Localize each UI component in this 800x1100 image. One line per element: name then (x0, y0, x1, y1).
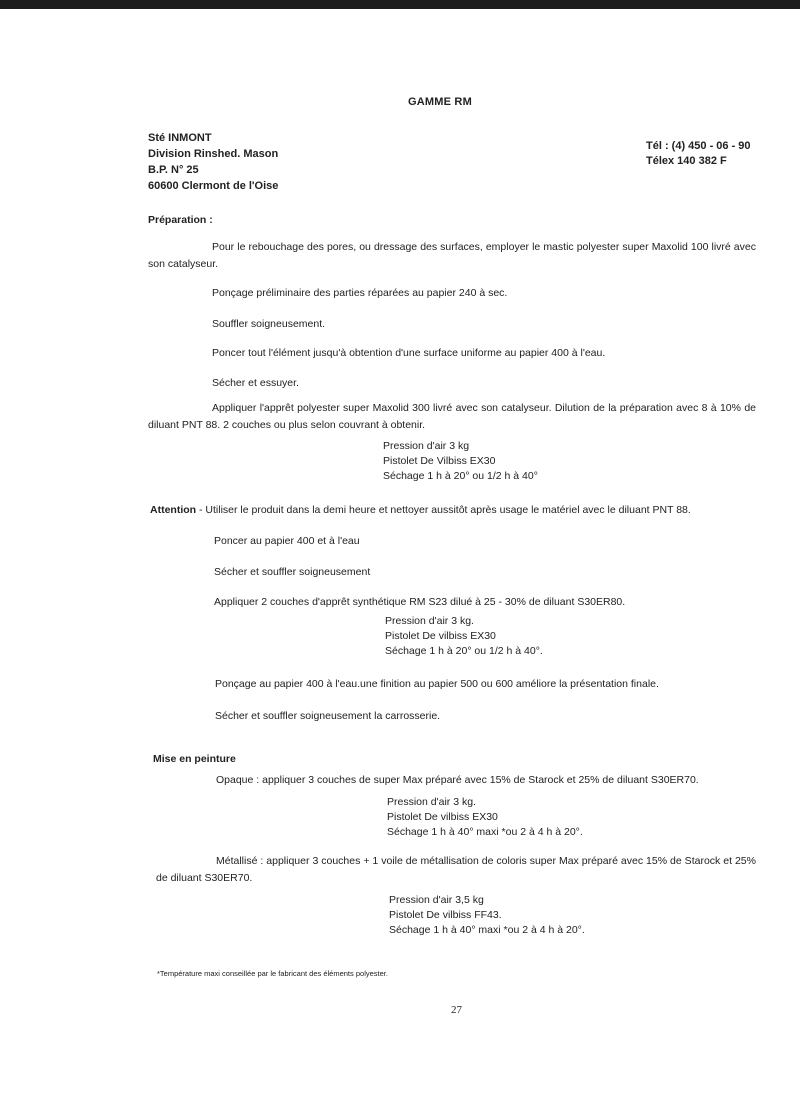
attention-text: - Utiliser le produit dans la demi heure et nettoyer aussitôt après usage le matériel avec le diluant PNT 88. (199, 504, 691, 516)
paragraph-secher-essuyer: Sécher et essuyer. (212, 377, 299, 389)
paragraph-poncage-finition: Ponçage au papier 400 à l'eau.une finition au papier 500 ou 600 améliore la présentation finale. (215, 678, 659, 690)
paragraph-opaque: Opaque : appliquer 3 couches de super Max préparé avec 15% de Starock et 25% de diluant S30ER70. (216, 774, 699, 786)
air-pressure: Pression d'air 3 kg. (385, 615, 474, 627)
spray-gun: Pistolet De vilbiss EX30 (385, 630, 496, 642)
paragraph-appret-polyester: Appliquer l'apprêt polyester super Maxolid 300 livré avec son catalyseur. Dilution de la préparation avec 8 à 10% de diluant PNT 88. 2 couches ou plus selon couvrant à obtenir. (148, 402, 756, 431)
paragraph-appret-synthetique: Appliquer 2 couches d'apprêt synthétique RM S23 dilué à 25 - 30% de diluant S30ER80. (214, 596, 626, 608)
section-heading-preparation: Préparation : (148, 214, 213, 226)
phone-number: Tél : (4) 450 - 06 - 90 (646, 140, 751, 152)
attention-note (150, 502, 691, 519)
drying-time: Séchage 1 h à 20° ou 1/2 h à 40° (383, 470, 538, 482)
paragraph-secher-souffler: Sécher et souffler soigneusement (214, 566, 371, 578)
air-pressure: Pression d'air 3,5 kg (389, 894, 484, 906)
page-number: 27 (451, 1004, 462, 1016)
drying-time: Séchage 1 h à 20° ou 1/2 h à 40°. (385, 645, 543, 657)
company-address (148, 130, 278, 194)
paragraph-metallise: Métallisé : appliquer 3 couches + 1 voile de métallisation de coloris super Max préparé avec 15% de Starock et 25% de diluant S30ER70. (156, 855, 756, 884)
paragraph-secher-carrosserie: Sécher et souffler soigneusement la carrosserie. (215, 710, 441, 722)
drying-time: Séchage 1 h à 40° maxi *ou 2 à 4 h à 20°. (389, 924, 585, 936)
paragraph-poncer-eau: Poncer au papier 400 et à l'eau (214, 535, 360, 547)
spray-gun: Pistolet De vilbiss EX30 (387, 811, 498, 823)
spray-gun: Pistolet De Vilbiss EX30 (383, 455, 496, 467)
footnote: *Température maxi conseillée par le fabricant des éléments polyester. (157, 969, 388, 978)
air-pressure: Pression d'air 3 kg. (387, 796, 476, 808)
address-line: 60600 Clermont de l'Oise (148, 180, 279, 192)
application-parameters (385, 614, 543, 659)
section-heading-mise-en-peinture: Mise en peinture (153, 753, 236, 765)
telex-number: Télex 140 382 F (646, 155, 727, 167)
page-title: GAMME RM (408, 96, 472, 108)
address-line: Sté INMONT (148, 132, 212, 144)
scan-top-edge (0, 0, 800, 9)
paragraph-rebouchage: Pour le rebouchage des pores, ou dressage des surfaces, employer le mastic polyester super Maxolid 100 livré avec son catalyseur. (148, 241, 756, 270)
paragraph-souffler: Souffler soigneusement. (212, 318, 326, 330)
paragraph-poncage-preliminaire: Ponçage préliminaire des parties réparées au papier 240 à sec. (212, 287, 508, 299)
paragraph-poncer-element: Poncer tout l'élément jusqu'à obtention d'une surface uniforme au papier 400 à l'eau. (212, 347, 606, 359)
address-line: B.P. N° 25 (148, 164, 199, 176)
address-line: Division Rinshed. Mason (148, 148, 279, 160)
air-pressure: Pression d'air 3 kg (383, 440, 470, 452)
company-contact (646, 139, 751, 169)
application-parameters (383, 439, 538, 484)
spray-gun: Pistolet De vilbiss FF43. (389, 909, 502, 921)
application-parameters (389, 893, 585, 938)
attention-label: Attention (150, 504, 197, 516)
application-parameters (387, 795, 583, 840)
drying-time: Séchage 1 h à 40° maxi *ou 2 à 4 h à 20°. (387, 826, 583, 838)
